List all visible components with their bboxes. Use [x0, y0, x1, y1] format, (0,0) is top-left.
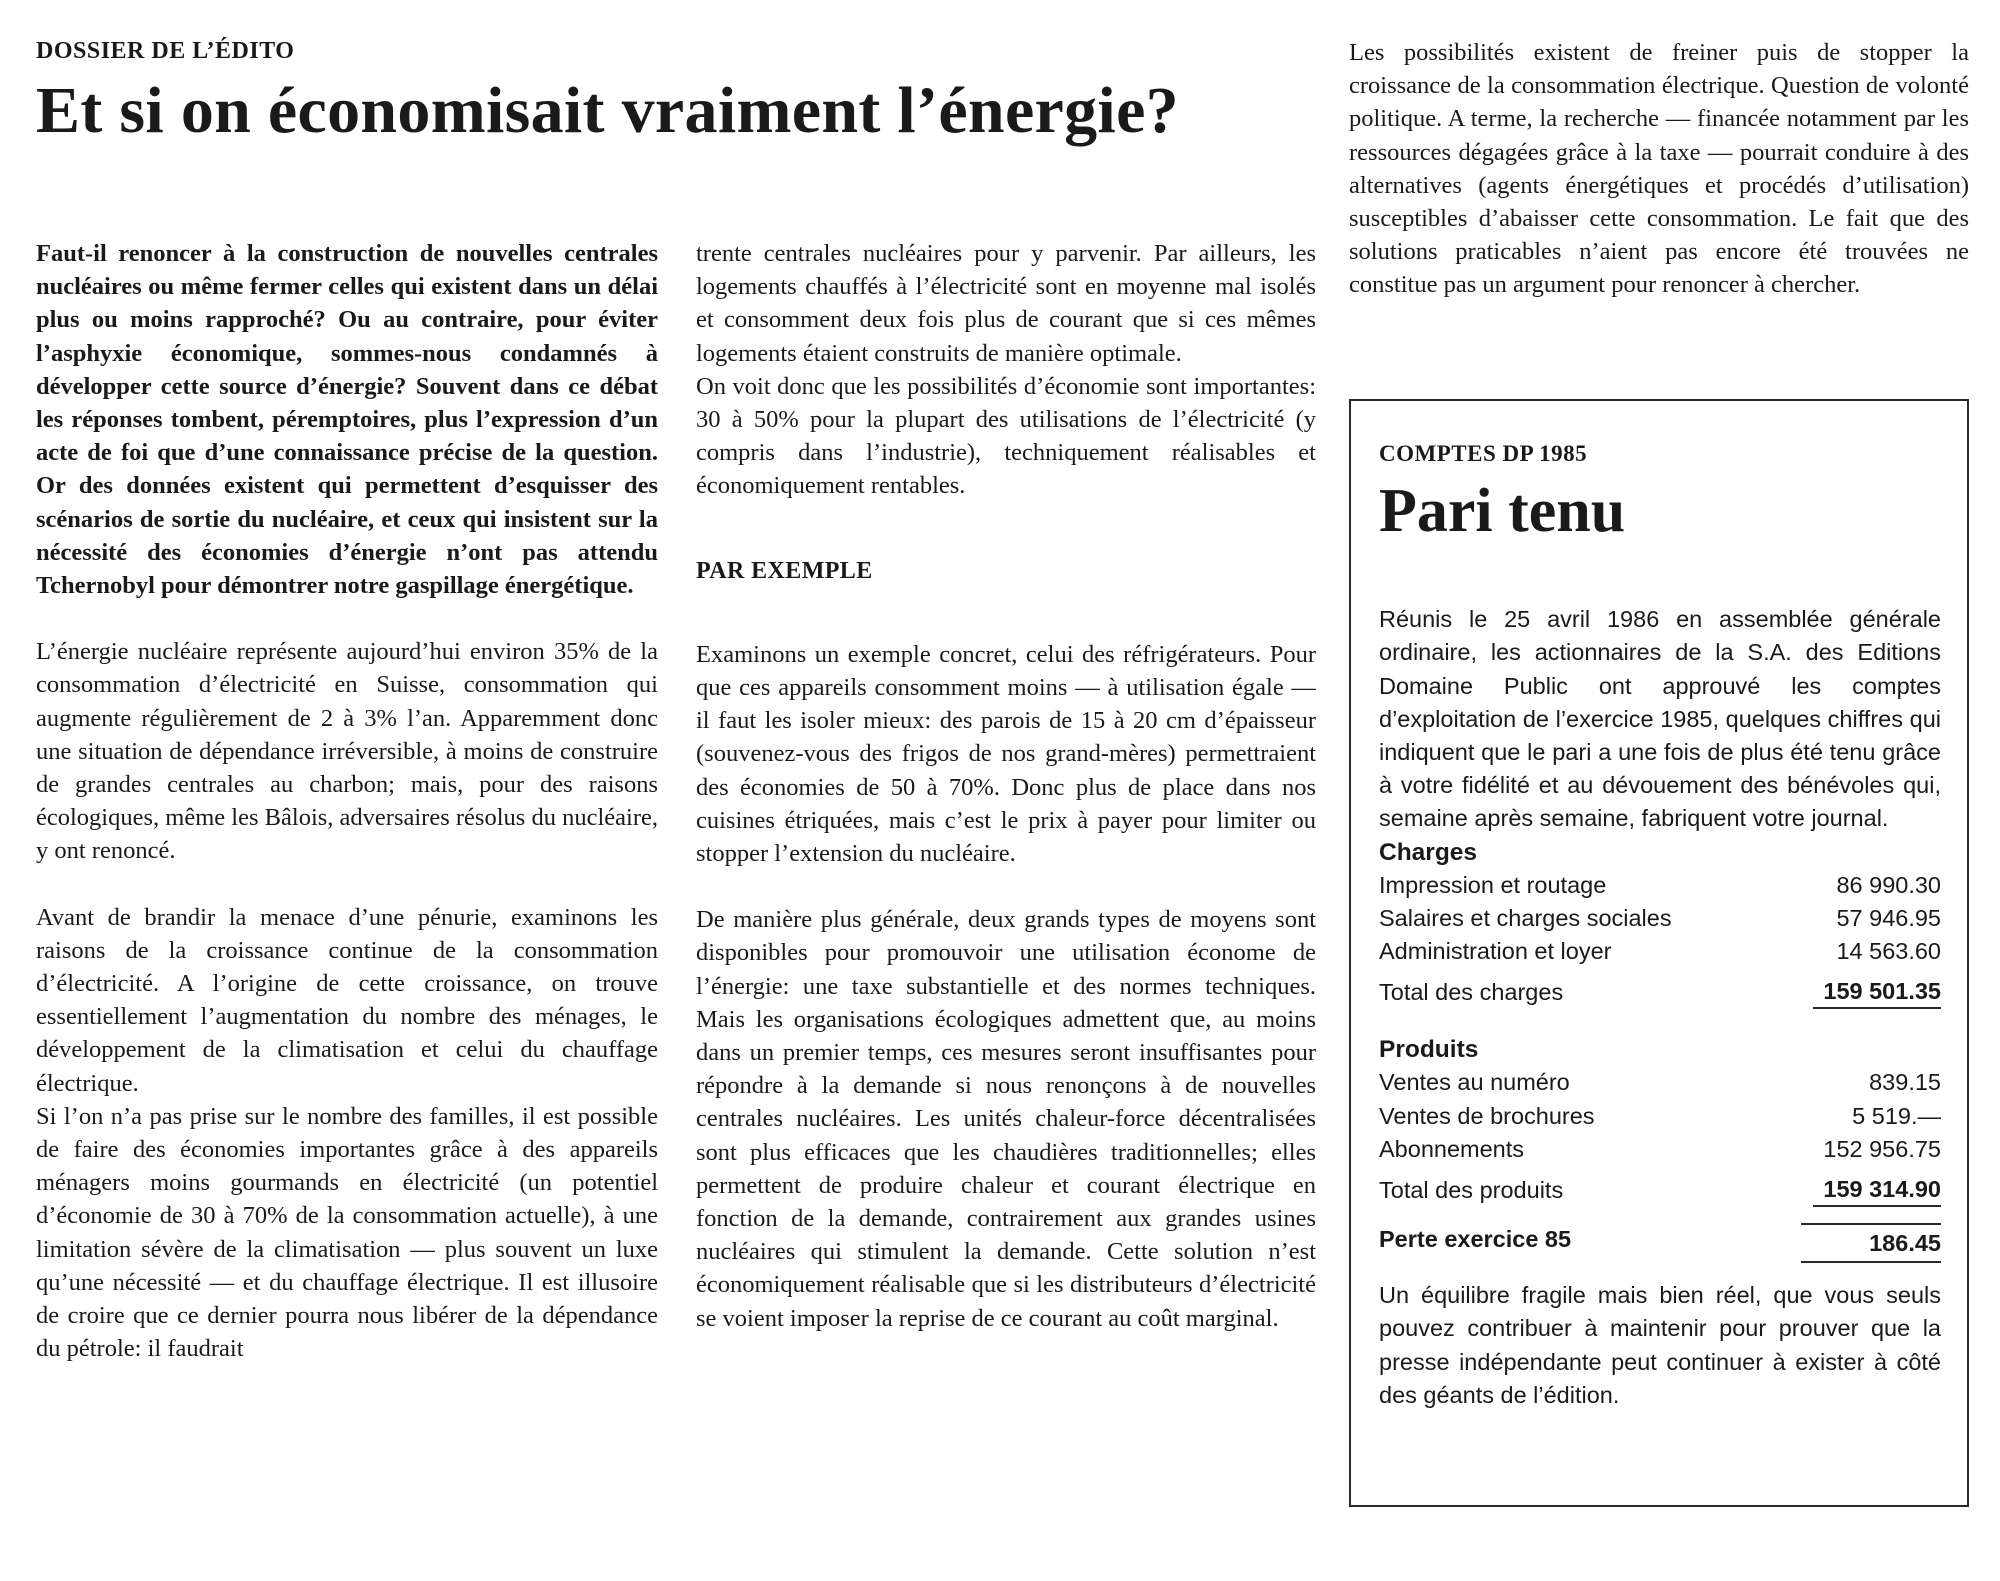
body-paragraph: De manière plus générale, deux grands types de moyens sont disponibles pour promouvoir une utilisation économe de l’énergie: une taxe substantielle et des normes techniques. Mais les organisations écologiques admettent que, au moins dans un premier temps, ces mesures seront insuffisantes pour répondre à la demande si nous renonçons à de nouvelles centrales nucléaires. Les unités chaleur-force décentralisées sont plus efficaces que les chaudières traditionnelles; elles permettent de produire chaleur et courant électrique en fonction de la demande, contrairement aux grandes usines nucléaires qui stimulent la demande. Cette solution n’est économiquement réalisable que si les distributeurs d’électricité se voient imposer la reprise de ce courant au coût marginal.: [696, 906, 1316, 1332]
financial-row: [1379, 1066, 1941, 1099]
box-kicker: COMPTES DP 1985: [1379, 441, 1588, 466]
body-paragraph: Examinons un exemple concret, celui des réfrigérateurs. Pour que ces appareils consomment moins — à utilisation égale — il faut les isoler mieux: des parois de 15 à 20 cm d’épaisseur (souvenez-vous des frigos de nos grand-mères) permettraient des économies de 50 à 70%. Donc plus de place dans nos cuisines étriquées, mais c’est le prix à payer pour limiter ou stopper l’extension du nucléaire.: [696, 640, 1316, 868]
row-amount: 86 990.30: [1836, 871, 1941, 898]
charges-total-row: [1379, 976, 1941, 1009]
row-amount: 186.45: [1801, 1223, 1941, 1263]
row-amount: 5 519.—: [1852, 1102, 1941, 1129]
article-column-1: [36, 237, 658, 1366]
row-amount: 14 563.60: [1836, 938, 1941, 965]
row-label: Total des charges: [1379, 979, 1564, 1006]
row-amount: 839.15: [1869, 1069, 1941, 1096]
accounts-box: [1349, 399, 1969, 1507]
row-label: Administration et loyer: [1379, 938, 1612, 965]
body-paragraph: Si l’on n’a pas prise sur le nombre des familles, il est possible de faire des économies importantes grâce à des appareils ménagers moins gourmands en électricité (un potentiel d’économie de 30 à 70% de la consommation actuelle), à une limitation sévère de la climatisation — plus souvent un luxe qu’une nécessité — et du chauffage électrique. Il est illusoire de croire que ce dernier pourra nous libérer de la dépendance du pétrole: il faudrait: [36, 1102, 658, 1363]
row-amount: 159 501.35: [1813, 976, 1941, 1009]
row-label: Abonnements: [1379, 1135, 1525, 1162]
body-paragraph: Les possibilités existent de freiner puis de stopper la croissance de la consommation électrique. Question de volonté politique. A terme, la recherche — financée notamment par les ressources dégagées grâce à la taxe — pourrait conduire à des alternatives (agents énergétiques et procédés d’utilisation) susceptibles d’abaisser cette consommation. Le fait que des solutions praticables n’aient pas encore été trouvées ne constitue pas un argument pour renoncer à chercher.: [1349, 39, 1969, 299]
row-label: Perte exercice 85: [1379, 1226, 1572, 1253]
financial-row: [1379, 935, 1941, 968]
financial-row: [1379, 902, 1941, 935]
row-label: Impression et routage: [1379, 871, 1607, 898]
row-amount: 152 956.75: [1823, 1135, 1941, 1162]
box-closing: Un équilibre fragile mais bien réel, que vous seuls pouvez contribuer à maintenir pour prouver que la presse indépendante peut continuer à exister à côté des géants de l’édition.: [1379, 1282, 1941, 1408]
box-title: Pari tenu: [1379, 477, 1626, 545]
box-intro: Réunis le 25 avril 1986 en assemblée générale ordinaire, les actionnaires de la S.A. des Editions Domaine Public ont approuvé les comptes d’exploitation de l’exercice 1985, quelques chiffres qui indiquent que le pari a une fois de plus été tenu grâce à votre fidélité et au dévouement des bénévoles qui, semaine après semaine, fabriquent votre journal.: [1379, 606, 1941, 832]
row-amount: 57 946.95: [1836, 904, 1941, 931]
subheading: PAR EXEMPLE: [696, 557, 873, 584]
produits-heading: Produits: [1379, 1036, 1479, 1064]
charges-heading: Charges: [1379, 838, 1478, 866]
row-amount: 159 314.90: [1813, 1174, 1941, 1207]
row-label: Ventes de brochures: [1379, 1102, 1595, 1129]
lead-paragraph: Faut-il renoncer à la construction de nouvelles centrales nucléaires ou même fermer celles qui existent dans un délai plus ou moins rapproché? Ou au contraire, pour éviter l’asphyxie économique, sommes-nous condamnés à développer cette source d’énergie? Souvent dans ce débat les réponses tombent, péremptoires, plus l’expression d’un acte de foi que d’une connaissance précise de la question. Or des données existent qui permettent d’esquisser des scénarios de sortie du nucléaire, et ceux qui insistent sur la nécessité des économies d’énergie n’ont pas attendu Tchernobyl pour démontrer notre gaspillage énergétique.: [36, 240, 658, 600]
perte-row: [1379, 1223, 1941, 1263]
row-label: Ventes au numéro: [1379, 1069, 1570, 1096]
financial-row: [1379, 869, 1941, 902]
produits-total-row: [1379, 1174, 1941, 1207]
body-paragraph: Avant de brandir la menace d’une pénurie, examinons les raisons de la croissance continue de la consommation d’électricité. A l’origine de cette croissance, on trouve essentiellement l’augmentation du nombre des ménages, le développement de la climatisation et celui du chauffage électrique.: [36, 903, 658, 1097]
article-column-2: [696, 237, 1316, 1335]
box-body: [1379, 603, 1941, 1412]
body-paragraph: L’énergie nucléaire représente aujourd’hui environ 35% de la consommation d’électricité en Suisse, consommation qui augmente régulièrement de 2 à 3% l’an. Apparemment donc une situation de dépendance irréversible, à moins de construire de grandes centrales au charbon; mais, pour des raisons écologiques, même les Bâlois, adversaires résolus du nucléaire, y ont renoncé.: [36, 638, 658, 865]
row-label: Total des produits: [1379, 1177, 1564, 1204]
row-label: Salaires et charges sociales: [1379, 904, 1672, 931]
section-kicker: DOSSIER DE L’ÉDITO: [36, 38, 295, 64]
page-title: Et si on économisait vraiment l’énergie?: [36, 74, 1179, 147]
body-paragraph: On voit donc que les possibilités d’économie sont importantes: 30 à 50% pour la plupart des utilisations de l’électricité (y compris dans l’industrie), techniquement réalisables et économiquement rentables.: [696, 372, 1316, 500]
article-column-3: [1349, 36, 1969, 302]
financial-row: [1379, 1100, 1941, 1133]
financial-row: [1379, 1133, 1941, 1166]
body-paragraph: trente centrales nucléaires pour y parvenir. Par ailleurs, les logements chauffés à l’électricité sont en moyenne mal isolés et consomment deux fois plus de courant que si ces mêmes logements étaient construits de manière optimale.: [696, 240, 1316, 367]
